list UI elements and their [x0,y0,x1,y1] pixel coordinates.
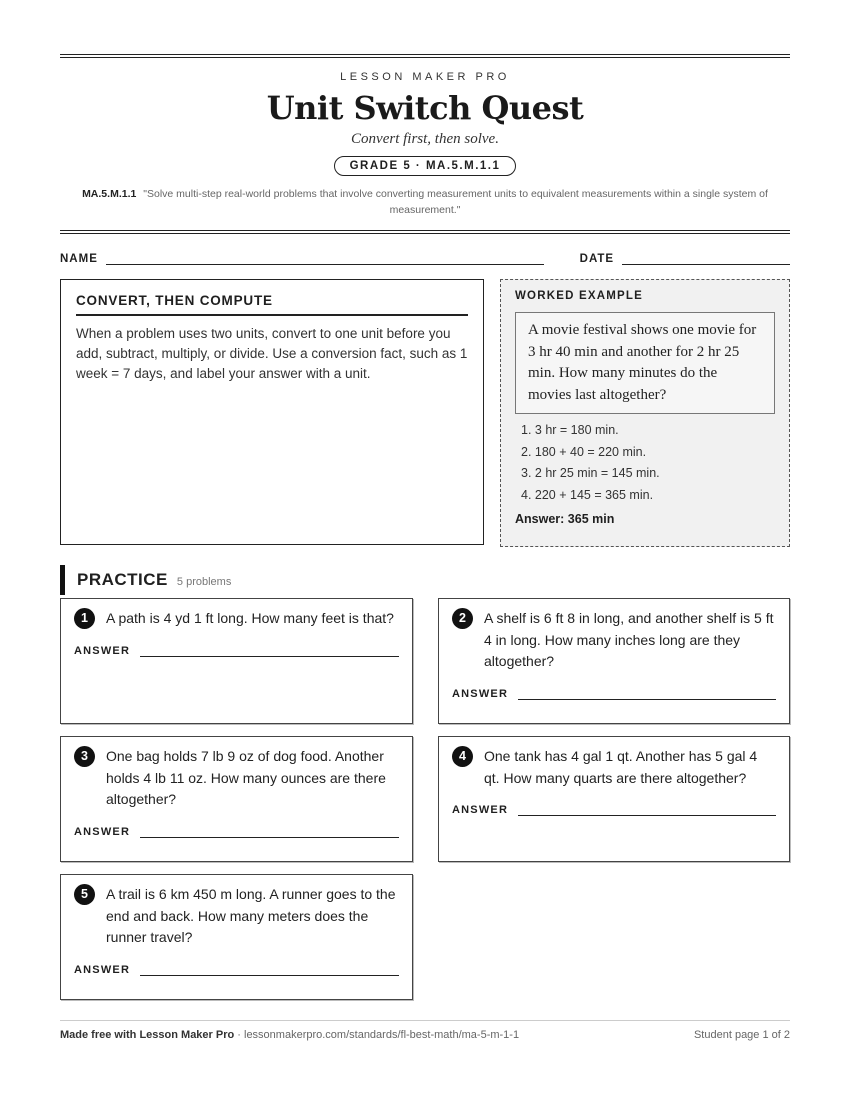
footer-url[interactable]: · lessonmakerpro.com/standards/fl-best-math/ma-5-m-1-1 [234,1029,520,1041]
footer-page-number: Student page 1 of 2 [693,1029,790,1041]
problem-number: 1 [74,608,95,629]
worked-example-step: 4. 220 + 145 = 365 min. [521,487,654,502]
concept-body: When a problem uses two units, convert to one unit before you add, subtract, multiply, or divide. Use a conversion fact, such as 1 week = 7 days, and label your answer with a unit. [76,326,468,381]
worked-example-steps [515,420,775,506]
problem-number: 3 [74,746,95,767]
answer-field[interactable] [518,807,776,816]
answer-label: ANSWER [452,804,509,816]
worked-example-step: 2. 180 + 40 = 220 min. [521,444,647,459]
footer-credit [60,1029,519,1041]
problem-number: 5 [74,884,95,905]
date-field[interactable] [622,252,790,265]
intro-row [60,279,790,547]
top-divider [60,54,790,58]
worked-example-heading: WORKED EXAMPLE [515,290,643,302]
problem-text: A trail is 6 km 450 m long. A runner goes to the end and back. How many meters does the runner travel? [106,886,396,945]
problem-card [438,598,790,724]
problem-text: One tank has 4 gal 1 qt. Another has 5 gal 4 qt. How many quarts are there altogether? [484,748,758,786]
answer-field[interactable] [140,648,399,657]
answer-label: ANSWER [74,963,131,976]
footer-made-with: Made free with Lesson Maker Pro [60,1029,235,1041]
concept-heading: CONVERT, THEN COMPUTE [76,293,468,316]
page-title: Unit Switch Quest [266,89,584,127]
answer-label: ANSWER [74,825,131,838]
standard-statement [74,186,776,218]
problem-text: One bag holds 7 lb 9 oz of dog food. Another holds 4 lb 11 oz. How many ounces are there altogether? [106,748,386,807]
worksheet-page [60,54,790,976]
worked-example-problem: A movie festival shows one movie for 3 hr 40 min and another for 2 hr 25 min. How many minutes do the movies last altogether? [515,312,775,414]
page-subtitle: Convert first, then solve. [351,131,499,147]
problem-text: A path is 4 yd 1 ft long. How many feet is that? [106,610,394,626]
header-divider [60,230,790,234]
problem-number: 2 [452,608,473,629]
concept-box [60,279,484,545]
problem-card [60,736,413,862]
problem-card [60,874,413,1000]
answer-label: ANSWER [74,644,131,657]
name-label: NAME [60,253,98,265]
practice-header [60,565,790,595]
brand-name: LESSON MAKER PRO [340,71,510,83]
standard-description: "Solve multi-step real-world problems that involve converting measurement units to equivalent measurements within a single system of measurement." [143,188,768,216]
worked-example-answer: Answer: 365 min [515,512,615,526]
answer-field[interactable] [140,829,399,838]
worked-example-step: 3. 2 hr 25 min = 145 min. [521,466,660,480]
date-label: DATE [579,253,615,265]
name-date-row [60,252,790,265]
page-footer [60,1020,790,1041]
answer-field[interactable] [140,967,399,976]
worked-example-step: 1. 3 hr = 180 min. [521,423,619,437]
grade-badge: GRADE 5 · MA.5.M.1.1 [334,156,517,176]
problem-number: 4 [452,746,473,767]
practice-count: 5 problems [176,575,232,588]
worked-example-box [500,279,790,547]
problem-text: A shelf is 6 ft 8 in long, and another shelf is 5 ft 4 in long. How many inches long are they altogether? [484,610,774,669]
name-field[interactable] [106,252,544,265]
practice-accent-bar [60,565,65,595]
answer-label: ANSWER [452,687,509,700]
answer-field[interactable] [518,691,776,700]
problem-card [60,598,413,724]
standard-code: MA.5.M.1.1 [82,188,137,200]
problem-card [438,736,790,862]
practice-title: PRACTICE [77,570,168,589]
